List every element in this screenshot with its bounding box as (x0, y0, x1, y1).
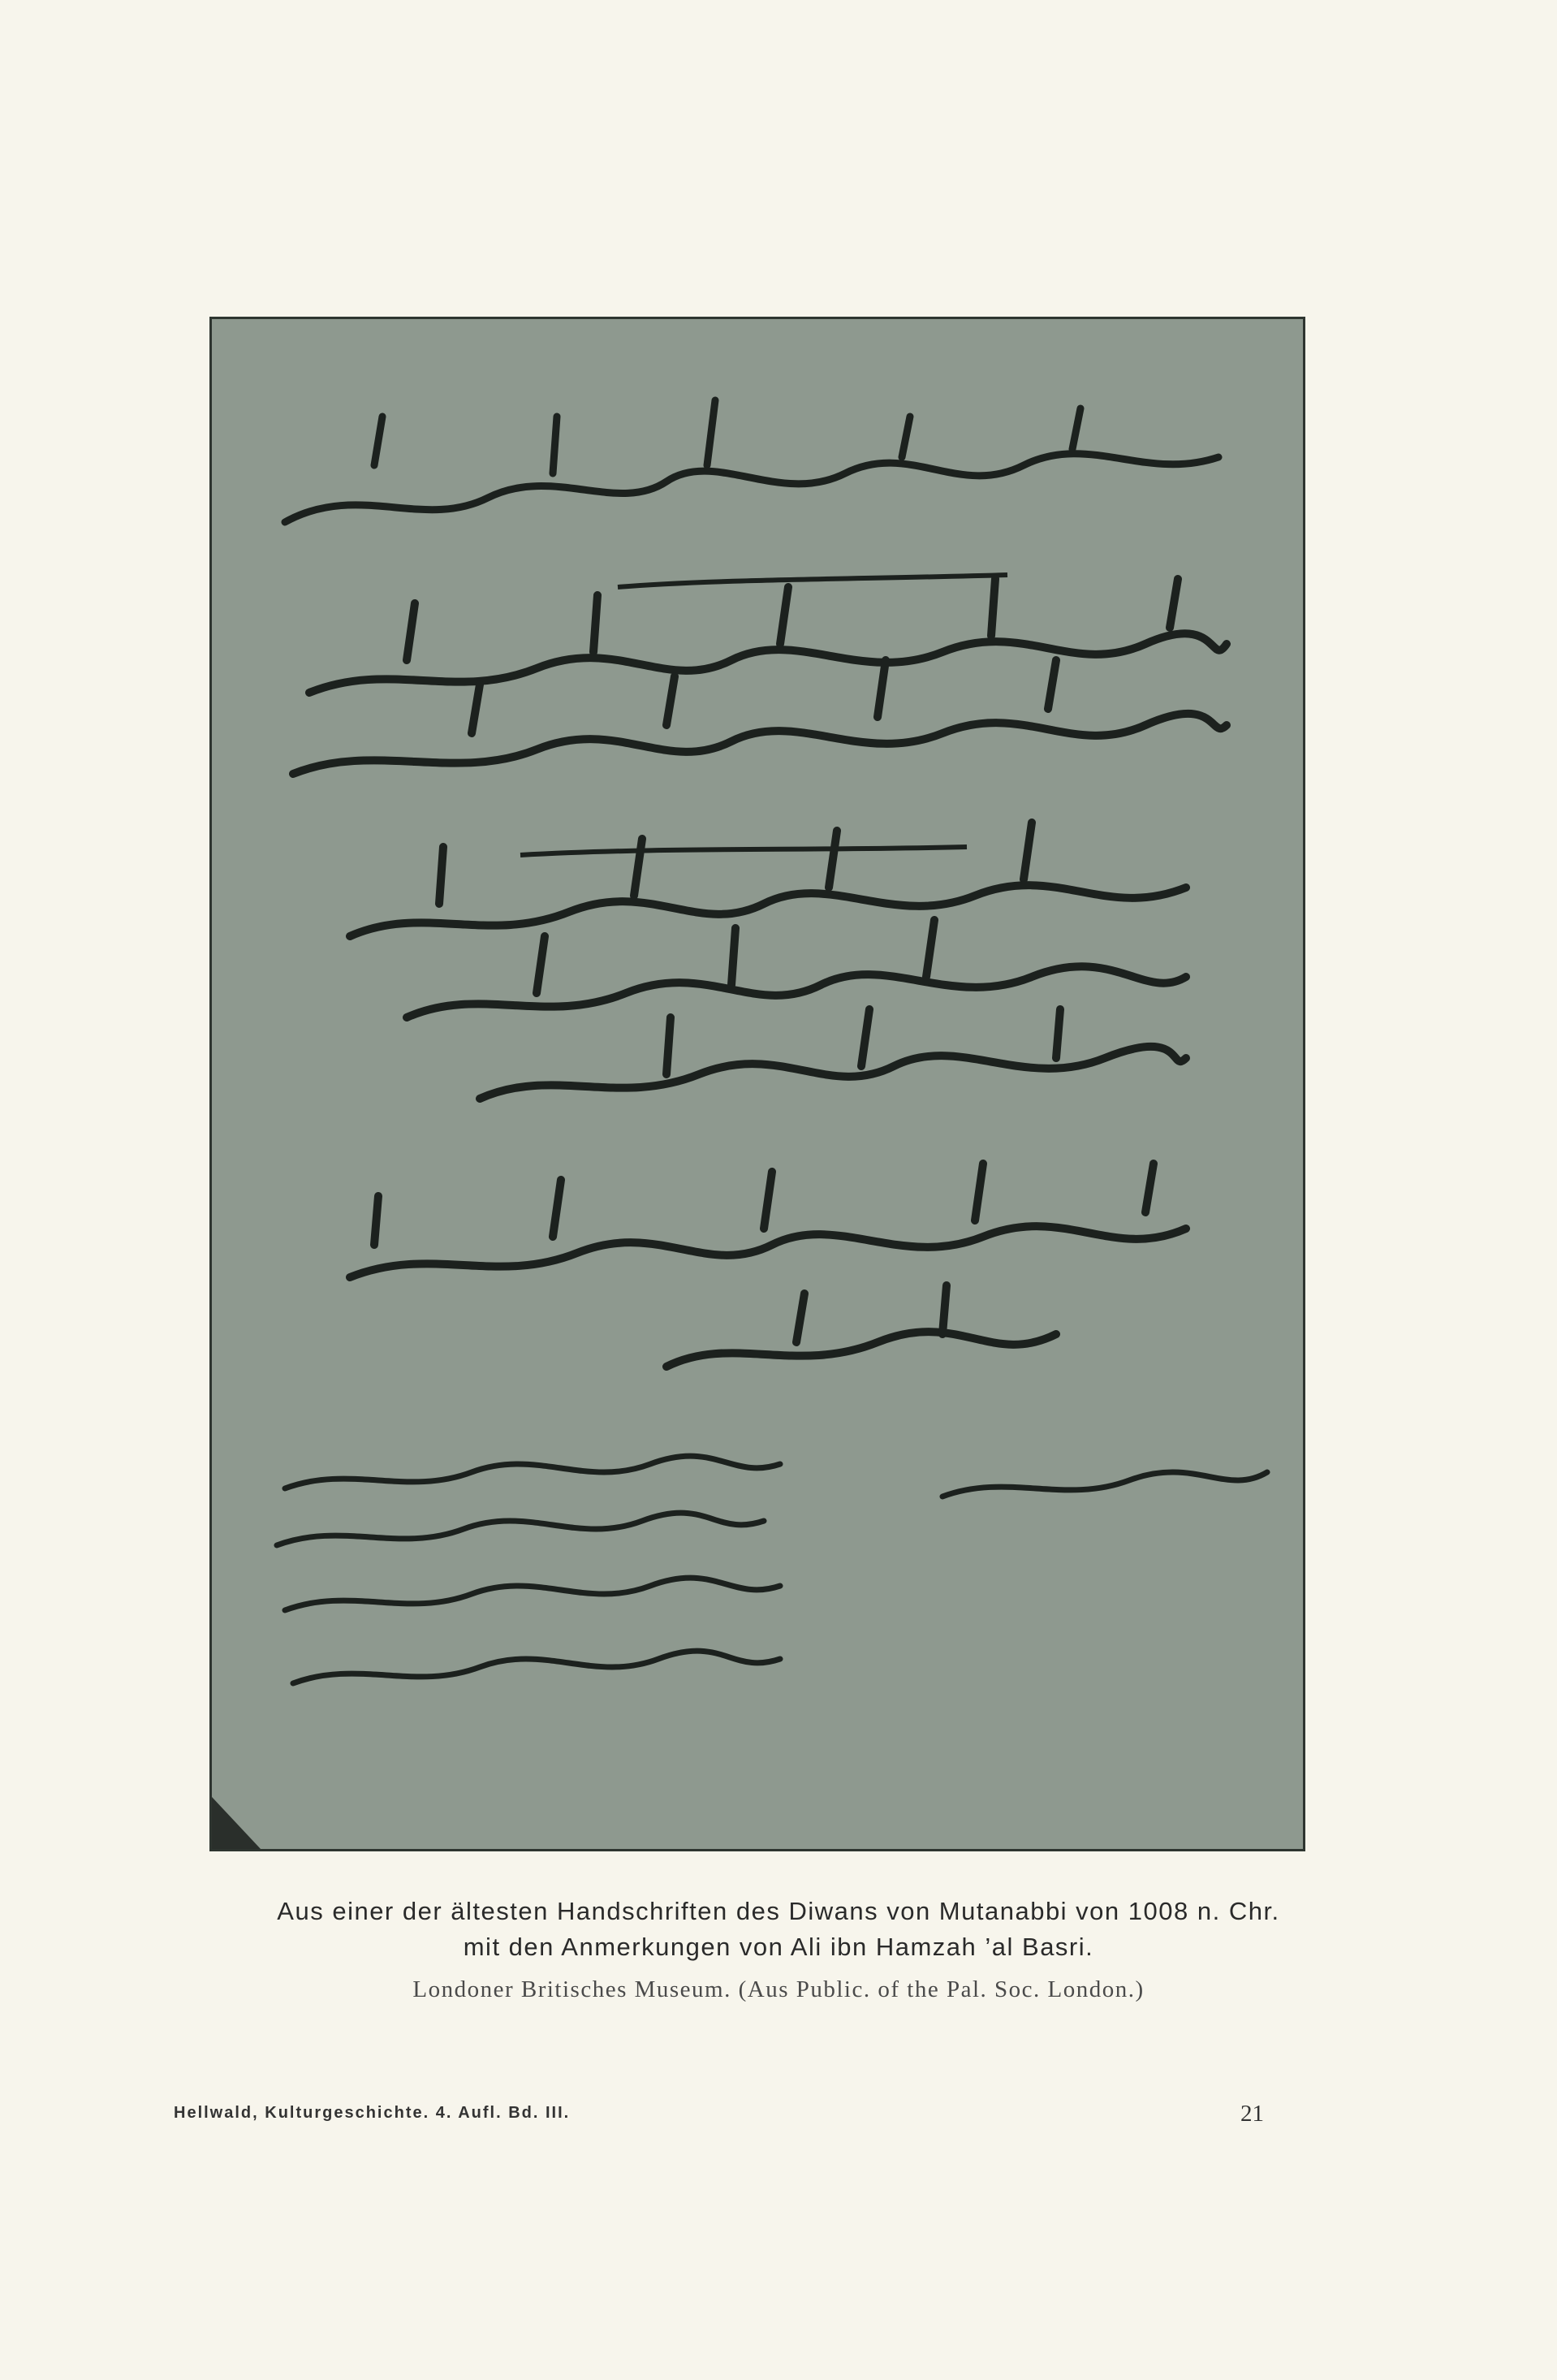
caption-line-2: mit den Anmerkungen von Ali ibn Hamzah ’al Basri. (463, 1933, 1094, 1961)
manuscript-image (212, 319, 1303, 1849)
footer-reference: Hellwald, Kulturgeschichte. 4. Aufl. Bd. III. (174, 2104, 571, 2122)
caption-line-1: Aus einer der ältesten Handschriften des Diwans von Mutanabbi von 1008 n. Chr. (277, 1897, 1280, 1925)
manuscript-plate (209, 317, 1305, 1851)
caption-source: Londoner Britisches Museum. (Aus Public. of the Pal. Soc. London.) (412, 1976, 1145, 2002)
page-number: 21 (1240, 2101, 1264, 2127)
